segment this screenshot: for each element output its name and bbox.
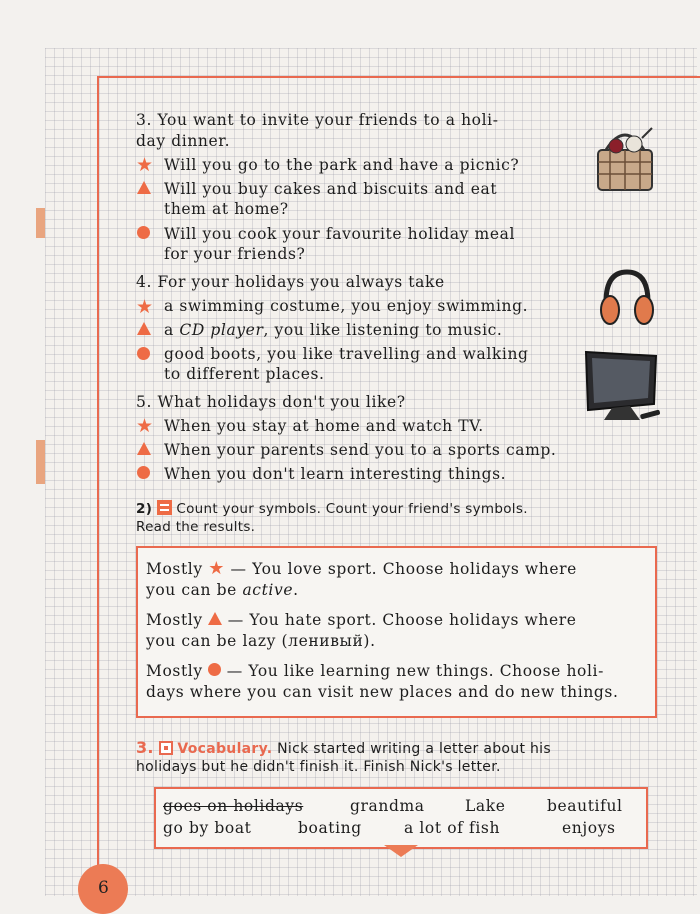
q3-line1: 3. You want to invite your friends to a holi- <box>136 111 499 129</box>
word: grandma <box>350 797 425 815</box>
q3-option-b-cont: them at home? <box>164 200 289 218</box>
star-icon: ★ <box>136 415 154 437</box>
task2-line1: 2) Count your symbols. Count your friend's symbols. <box>136 501 528 517</box>
task3-line2: holidays but he didn't finish it. Finish Nick's letter. <box>136 759 501 775</box>
list-icon <box>157 500 172 515</box>
q4-option-c-cont: to different places. <box>164 365 325 383</box>
arrow-down-icon <box>384 845 418 857</box>
star-icon: ★ <box>136 296 154 318</box>
triangle-icon <box>208 612 222 625</box>
vocabulary-icon <box>159 741 173 755</box>
word: go by boat <box>163 819 252 837</box>
result-triangle-line1: Mostly — You hate sport. Choose holidays where <box>146 611 577 629</box>
q3-option-a: Will you go to the park and have a picnic? <box>164 156 520 174</box>
task3-line1: 3. Vocabulary. Nick started writing a letter about his <box>136 738 551 757</box>
q4-option-a: a swimming costume, you enjoy swimming. <box>164 297 529 315</box>
q5-title: 5. What holidays don't you like? <box>136 393 406 411</box>
word: enjoys <box>562 819 616 837</box>
headphones-icon <box>598 268 656 330</box>
result-triangle-line2: you can be lazy (ленивый). <box>146 632 376 650</box>
result-circle-line2: days where you can visit new places and do new things. <box>146 683 619 701</box>
circle-icon <box>208 663 221 676</box>
word: Lake <box>465 797 506 815</box>
q4-title: 4. For your holidays you always take <box>136 273 445 291</box>
word: boating <box>298 819 362 837</box>
word-crossed: goes on holidays <box>163 797 304 815</box>
q5-option-b: When your parents send you to a sports camp. <box>164 441 557 459</box>
result-star-line1: Mostly ★ — You love sport. Choose holidays where <box>146 558 577 579</box>
picnic-basket-icon <box>592 120 658 198</box>
side-tab <box>36 208 45 238</box>
side-tab <box>36 440 45 484</box>
page-number-badge: 6 <box>78 864 128 914</box>
q3-option-c-cont: for your friends? <box>164 245 306 263</box>
circle-icon <box>137 347 150 360</box>
left-rule <box>97 76 99 900</box>
q3-option-c: Will you cook your favourite holiday meal <box>164 225 516 243</box>
q4-option-b: a CD player, you like listening to music. <box>164 321 503 339</box>
word: a lot of fish <box>404 819 501 837</box>
star-icon: ★ <box>136 154 154 176</box>
q3-line2: day dinner. <box>136 132 231 150</box>
q5-option-a: When you stay at home and watch TV. <box>164 417 484 435</box>
task2-line2: Read the results. <box>136 519 256 535</box>
result-star-line2: you can be active. <box>146 581 299 599</box>
tv-icon <box>582 346 664 426</box>
top-rule <box>97 76 700 78</box>
triangle-icon <box>137 181 151 194</box>
q4-option-c: good boots, you like travelling and walking <box>164 345 529 363</box>
star-icon: ★ <box>208 558 225 579</box>
result-circle-line1: Mostly — You like learning new things. Choose holi- <box>146 662 604 680</box>
circle-icon <box>137 226 150 239</box>
triangle-icon <box>137 322 151 335</box>
circle-icon <box>137 466 150 479</box>
q3-option-b: Will you buy cakes and biscuits and eat <box>164 180 498 198</box>
word: beautiful <box>547 797 623 815</box>
q5-option-c: When you don't learn interesting things. <box>164 465 507 483</box>
triangle-icon <box>137 442 151 455</box>
